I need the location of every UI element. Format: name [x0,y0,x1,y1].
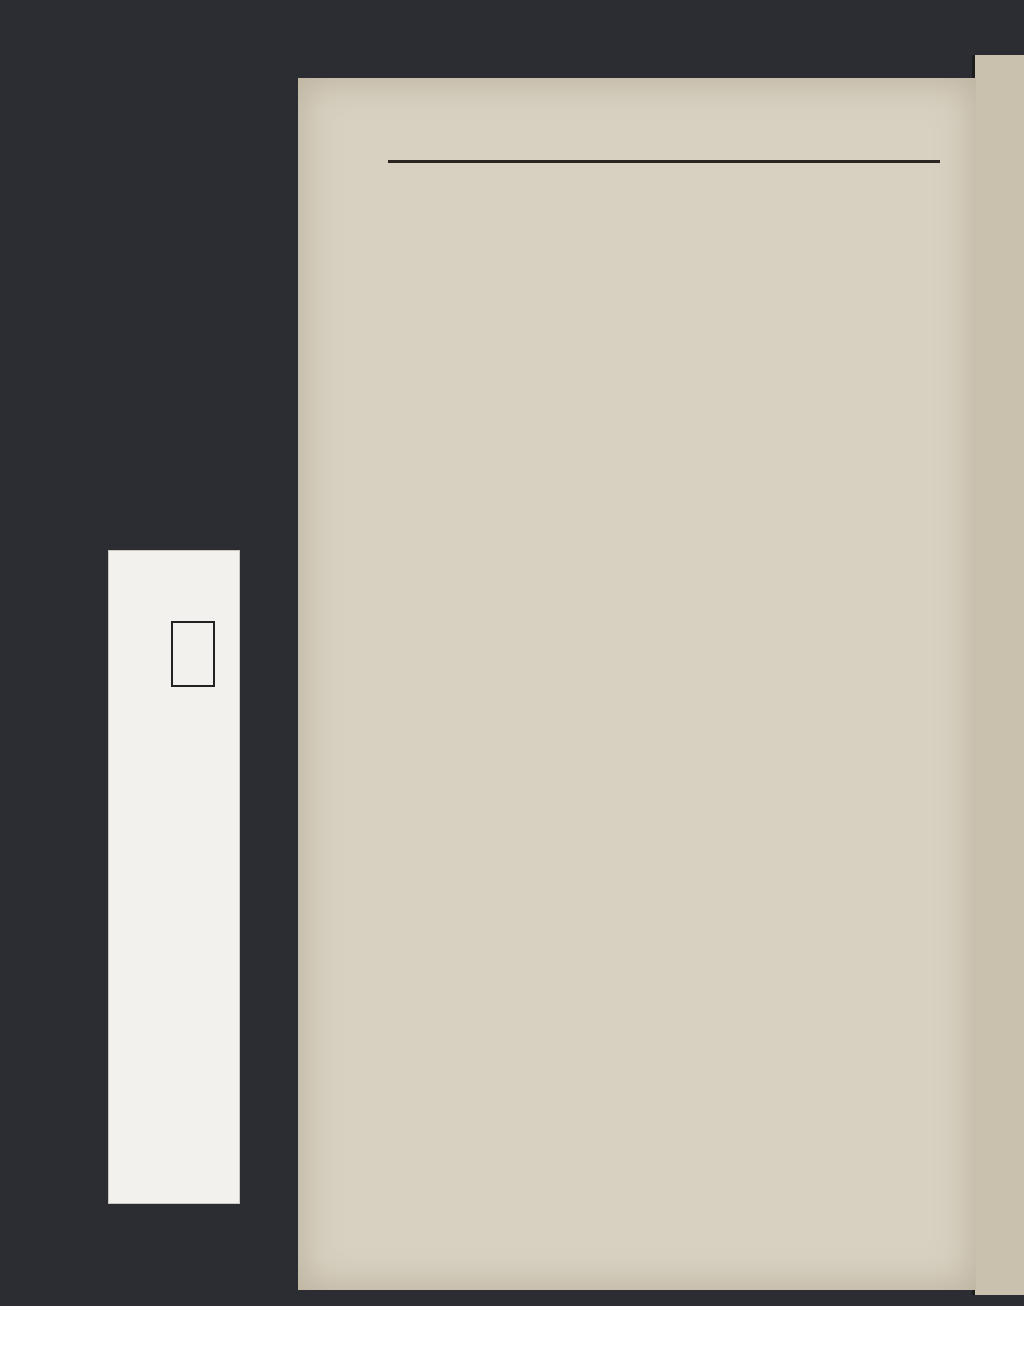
next-page-edge [972,55,1024,1295]
gray-swatches [171,621,215,687]
footer-bar [0,1306,1024,1346]
color-reference-card [108,550,240,1204]
header-rule [388,160,940,163]
swatch-light [173,623,213,654]
page-header [390,124,942,160]
swatch-dark [173,654,213,685]
ruler-ticks [173,756,207,1176]
document-page [298,78,976,1290]
ruler-numbers [205,761,235,1181]
barcode-icon [6,1314,86,1338]
